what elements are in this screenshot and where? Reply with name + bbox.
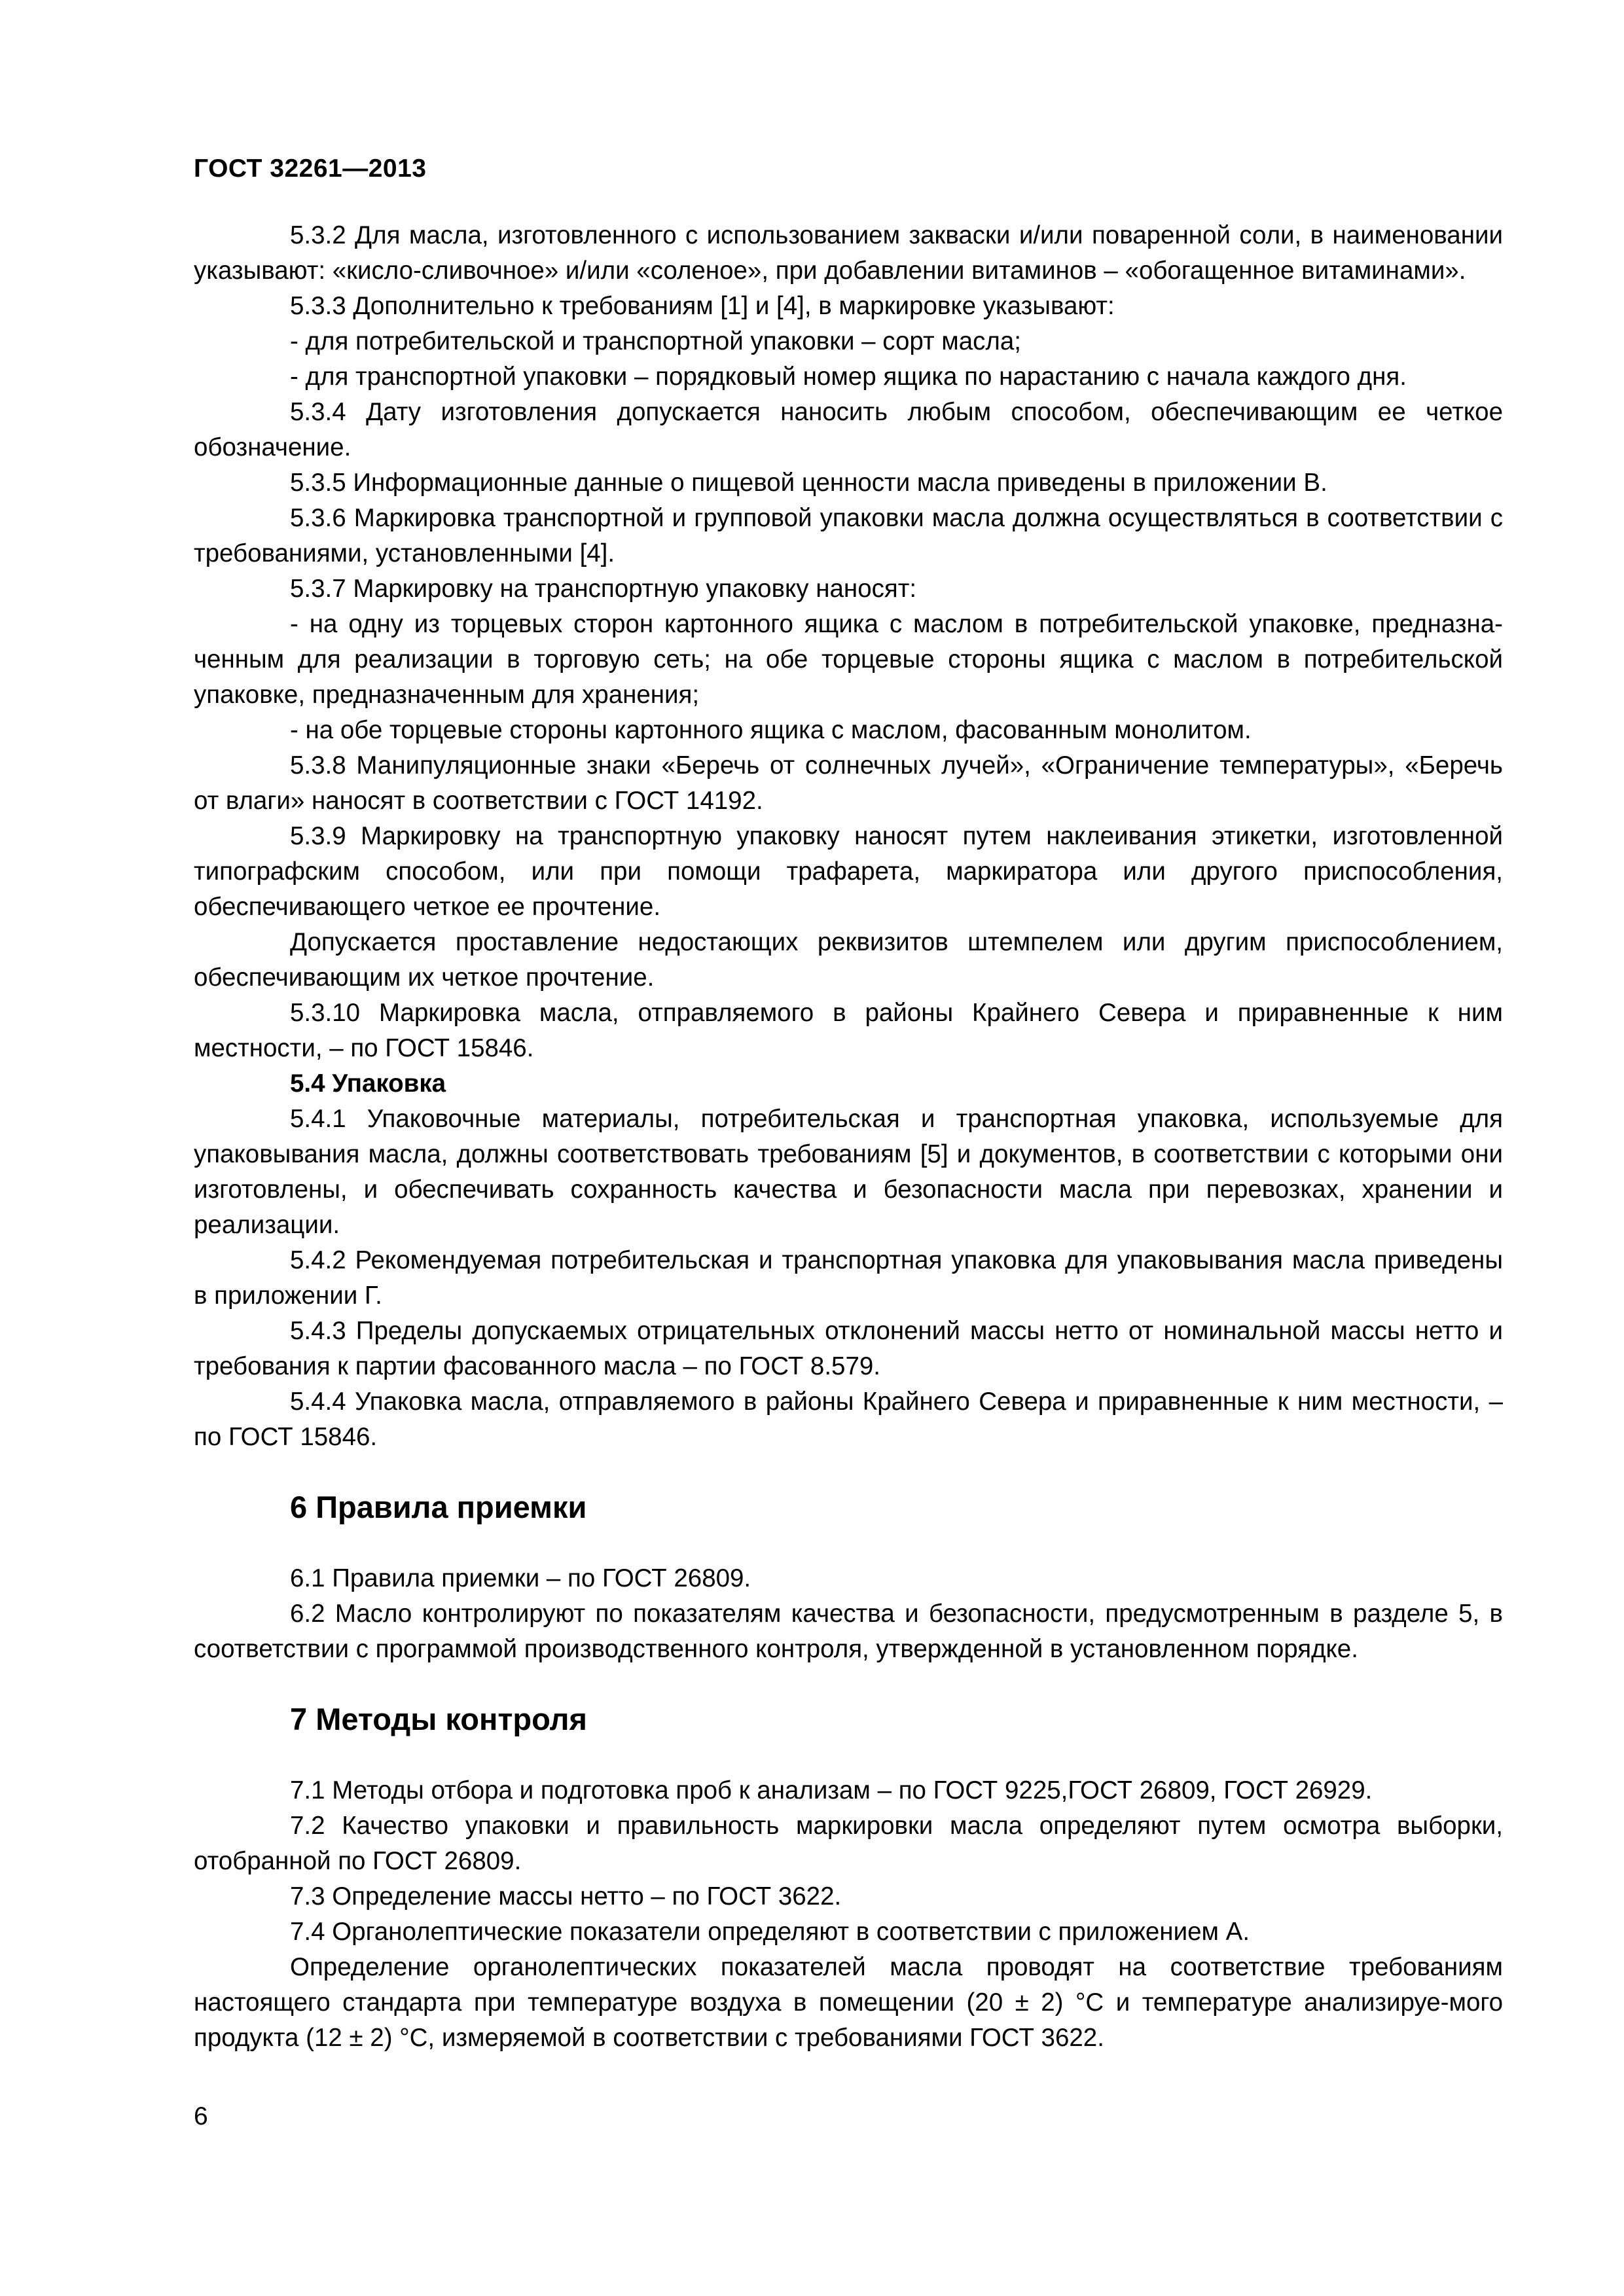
paragraph-5-3-6: 5.3.6 Маркировка транспортной и групповой упаковки масла должна осуществляться в соответствии с требованиями, установленными [4]. bbox=[194, 504, 1503, 567]
paragraph-5-4-3: 5.4.3 Пределы допускаемых отрицательных отклонений массы нетто от номинальной массы нетто и требования к партии фасованного масла – по ГОСТ 8.579. bbox=[194, 1317, 1503, 1380]
section-heading-7: 7 Методы контроля bbox=[290, 1702, 587, 1736]
paragraph-5-3-8: 5.3.8 Манипуляционные знаки «Беречь от солнечных лучей», «Ограничение температуры», «Беречь от влаги» наносят в соответствии с ГОСТ 14192. bbox=[194, 751, 1503, 815]
paragraph-5-3-7: 5.3.7 Маркировку на транспортную упаковку наносят: bbox=[290, 575, 917, 603]
page-number: 6 bbox=[194, 2102, 208, 2130]
paragraph-6-2: 6.2 Масло контролируют по показателям качества и безопасности, предусмотренным в разделе 5, в соответствии с программой производственного контроля, утвержденной в установленном порядке. bbox=[194, 1600, 1503, 1663]
paragraph-5-4-4: 5.4.4 Упаковка масла, отправляемого в районы Крайнего Севера и приравненные к ним местности, – по ГОСТ 15846. bbox=[194, 1388, 1503, 1451]
paragraph-7-4: 7.4 Органолептические показатели определяют в соответствии с приложением А. bbox=[290, 1918, 1250, 1946]
paragraph-7-4-detail: Определение органолептических показателей масла проводят на соответствие требованиям настоящего стандарта при температуре воздуха в помещении (20 ± 2) °С и температуре анализируе-мого продукта (12 ± 2) °С, измеряемой в соответствии с требованиями ГОСТ 3622. bbox=[194, 1953, 1503, 2052]
paragraph-7-2: 7.2 Качество упаковки и правильность маркировки масла определяют путем осмотра выборки, отобранной по ГОСТ 26809. bbox=[194, 1812, 1503, 1875]
list-item-5-3-7-a: - на одну из торцевых сторон картонного ящика с маслом в потребительской упаковке, предназна-ченным для реализации в торговую сеть; на обе торцевые стороны ящика с маслом в потребительской упаковке, предназначенным для хранения; bbox=[194, 610, 1503, 709]
paragraph-5-3-10: 5.3.10 Маркировка масла, отправляемого в районы Крайнего Севера и приравненные к ним местности, – по ГОСТ 15846. bbox=[194, 999, 1503, 1062]
paragraph-5-3-3: 5.3.3 Дополнительно к требованиям [1] и [4], в маркировке указывают: bbox=[290, 292, 1115, 320]
section-heading-6: 6 Правила приемки bbox=[290, 1490, 587, 1524]
paragraph-5-3-9: 5.3.9 Маркировку на транспортную упаковку наносят путем наклеивания этикетки, изготовленной типографским способом, или при помощи трафарета, маркиратора или другого приспособления, обеспечивающего четкое ее прочтение. bbox=[194, 822, 1503, 921]
paragraph-5-4-2: 5.4.2 Рекомендуемая потребительская и транспортная упаковка для упаковывания масла приведены в приложении Г. bbox=[194, 1246, 1503, 1310]
subsection-heading-5-4: 5.4 Упаковка bbox=[290, 1069, 446, 1098]
document-body bbox=[194, 218, 1503, 2056]
paragraph-5-4-1: 5.4.1 Упаковочные материалы, потребительская и транспортная упаковка, используемые для упаковывания масла, должны соответствовать требованиям [5] и документов, в соответствии с которыми они изготовлены, и обеспечивать сохранность качества и безопасности масла при перевозках, хранении и реализации. bbox=[194, 1105, 1503, 1239]
list-item-5-3-3-b: - для транспортной упаковки – порядковый номер ящика по нарастанию с начала каждого дня. bbox=[290, 363, 1407, 391]
paragraph-5-3-4: 5.3.4 Дату изготовления допускается наносить любым способом, обеспечивающим ее четкое обозначение. bbox=[194, 398, 1503, 461]
paragraph-7-1: 7.1 Методы отбора и подготовка проб к анализам – по ГОСТ 9225,ГОСТ 26809, ГОСТ 26929. bbox=[290, 1776, 1373, 1804]
paragraph-5-3-2: 5.3.2 Для масла, изготовленного с использованием закваски и/или поваренной соли, в наименовании указывают: «кисло-сливочное» и/или «соленое», при добавлении витаминов – «обогащенное витаминами». bbox=[194, 221, 1503, 285]
paragraph-7-3: 7.3 Определение массы нетто – по ГОСТ 3622. bbox=[290, 1882, 842, 1910]
paragraph-5-3-9-note: Допускается проставление недостающих реквизитов штемпелем или другим приспособлением, обеспечивающим их четкое прочтение. bbox=[194, 928, 1503, 992]
list-item-5-3-3-a: - для потребительской и транспортной упаковки – сорт масла; bbox=[290, 327, 1021, 355]
paragraph-6-1: 6.1 Правила приемки – по ГОСТ 26809. bbox=[290, 1564, 751, 1592]
list-item-5-3-7-b: - на обе торцевые стороны картонного ящика с маслом, фасованным монолитом. bbox=[290, 716, 1252, 744]
document-code-header: ГОСТ 32261—2013 bbox=[194, 154, 427, 183]
paragraph-5-3-5: 5.3.5 Информационные данные о пищевой ценности масла приведены в приложении В. bbox=[290, 469, 1327, 497]
